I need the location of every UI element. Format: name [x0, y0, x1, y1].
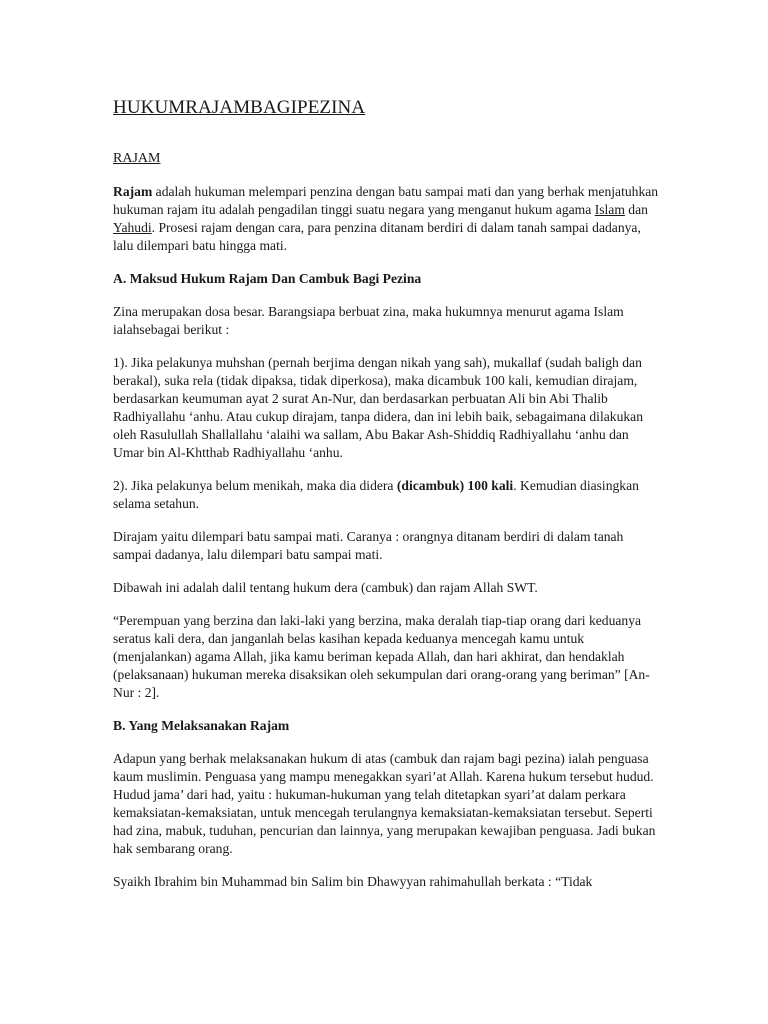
intro-text-1: adalah hukuman melempari penzina dengan batu sampai mati dan yang berhak menjatuhkan hukuman rajam itu adalah pengadilan tinggi suatu negara yang menganut hukum agama [113, 184, 659, 217]
section-title: RAJAM [113, 151, 161, 166]
a3-text-2: . Kemudian diasingkan selama setahun. [113, 478, 639, 511]
paragraph-a3 [113, 477, 661, 513]
a3-bold: (dicambuk) 100 kali [396, 478, 514, 493]
link-islam[interactable]: Islam [594, 202, 625, 217]
a3-text-1: 2). Jika pelakunya belum menikah, maka dia didera [113, 478, 397, 493]
document-page [113, 96, 661, 906]
heading-b: B. Yang Melaksanakan Rajam [113, 718, 290, 733]
heading-a: A. Maksud Hukum Rajam Dan Cambuk Bagi Pezina [113, 271, 422, 286]
link-yahudi[interactable]: Yahudi [113, 220, 152, 235]
intro-text-2: dan [624, 202, 648, 217]
document-title: HUKUMRAJAMBAGIPEZINA [113, 97, 366, 118]
paragraph-a4: Dirajam yaitu dilempari batu sampai mati. Caranya : orangnya ditanam berdiri di dalam tanah sampai dadanya, lalu dilempari batu sampai mati. [113, 529, 624, 562]
paragraph-b2: Syaikh Ibrahim bin Muhammad bin Salim bin Dhawyyan rahimahullah berkata : “Tidak [113, 874, 593, 889]
intro-text-3: . Prosesi rajam dengan cara, para penzina ditanam berdiri di dalam tanah sampai dadanya, lalu dilempari batu hingga mati. [113, 220, 641, 253]
paragraph-a1: Zina merupakan dosa besar. Barangsiapa berbuat zina, maka hukumnya menurut agama Islam ialahsebagai berikut : [113, 304, 624, 337]
intro-paragraph [113, 183, 661, 255]
paragraph-a6-quote: “Perempuan yang berzina dan laki-laki yang berzina, maka deralah tiap-tiap orang dari keduanya seratus kali dera, dan janganlah belas kasihan kepada keduanya mencegah kamu untuk (menjalankan) agama Allah, jika kamu beriman kepada Allah, dan hari akhirat, dan hendaklah (pelaksanaan) hukuman mereka disaksikan oleh sekumpulan dari orang-orang yang beriman” [An-Nur : 2]. [113, 613, 650, 700]
intro-term: Rajam [113, 184, 153, 199]
paragraph-b1: Adapun yang berhak melaksanakan hukum di atas (cambuk dan rajam bagi pezina) ialah penguasa kaum muslimin. Penguasa yang mampu menegakkan syari’at Allah. Karena hukum tersebut hudud. Hudud jama’ dari had, yaitu : hukuman-hukuman yang telah ditetapkan syari’at dalam perkara kemaksiatan-kemaksiatan, untuk mencegah terulangnya kemaksiatan-kemaksiatan tersebut. Seperti had zina, mabuk, tuduhan, pencurian dan lainnya, yang merupakan kewajiban penguasa. Jadi bukan hak sembarang orang. [113, 751, 656, 856]
paragraph-a5: Dibawah ini adalah dalil tentang hukum dera (cambuk) dan rajam Allah SWT. [113, 580, 538, 595]
paragraph-a2: 1). Jika pelakunya muhshan (pernah berjima dengan nikah yang sah), mukallaf (sudah baligh dan berakal), suka rela (tidak dipaksa, tidak diperkosa), maka dicambuk 100 kali, kemudian dirajam, berdasarkan keumuman ayat 2 surat An-Nur, dan berdasarkan perbuatan Ali bin Abi Thalib Radhiyallahu ‘anhu. Atau cukup dirajam, tanpa didera, dan ini lebih baik, sebagaimana dilakukan oleh Rasulullah Shallallahu ‘alaihi wa sallam, Abu Bakar Ash-Shiddiq Radhiyallahu ‘anhu dan Umar bin Al-Khtthab Radhiyallahu ‘anhu. [113, 355, 643, 460]
